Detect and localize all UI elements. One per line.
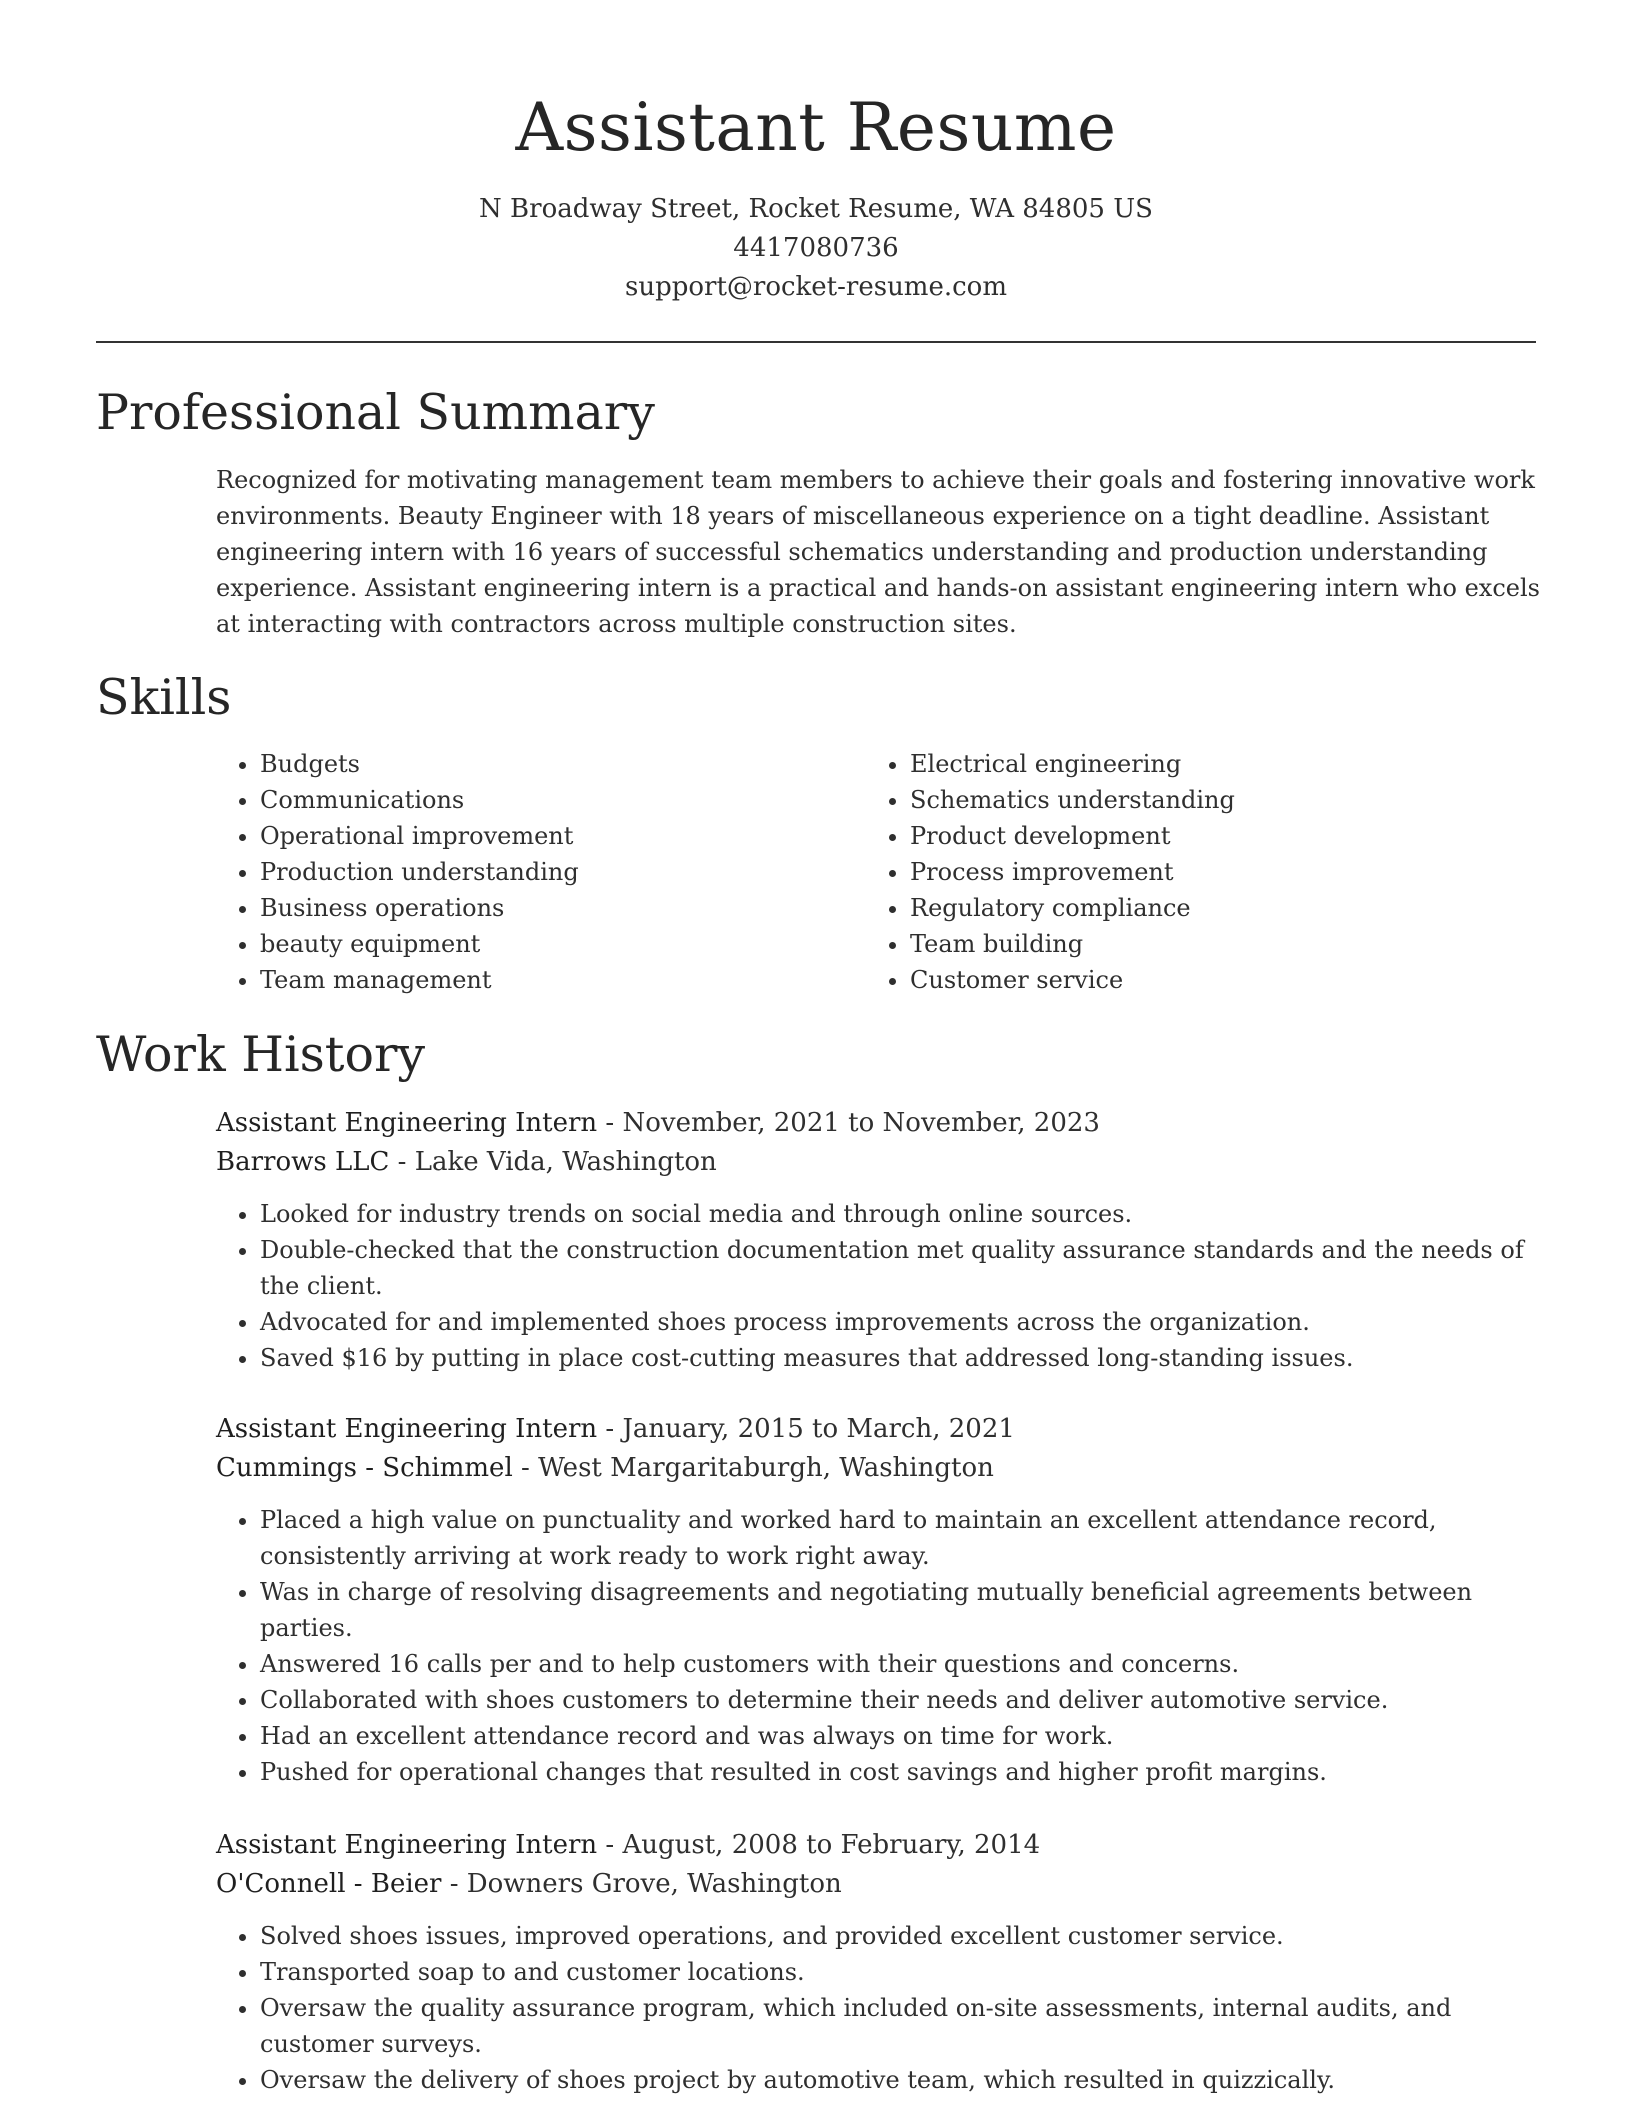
skills-column-right xyxy=(866,746,1506,998)
job-position: Assistant Engineering Intern xyxy=(216,1830,598,1860)
job-company-line xyxy=(216,1449,1546,1488)
skill-item: • Budgets xyxy=(260,746,816,782)
skills-list-right xyxy=(866,746,1506,998)
job-duty: • Placed a high value on punctuality and worked hard to maintain an excellent attendance record, consistently arriving at work ready to work right away. xyxy=(260,1502,1546,1574)
job-dates: - August, 2008 to February, 2014 xyxy=(597,1830,1041,1860)
work-history-heading: Work History xyxy=(96,1026,426,1083)
job-duty: • Answered 16 calls per and to help customers with their questions and concerns. xyxy=(260,1646,1546,1682)
job-duty: • Saved $16 by putting in place cost-cutting measures that addressed long-standing issues. xyxy=(260,1340,1546,1376)
job-title-line xyxy=(216,1104,1546,1143)
skill-item: • beauty equipment xyxy=(260,926,816,962)
job-title-line xyxy=(216,1826,1546,1865)
job-duties xyxy=(172,1918,1546,2098)
job-location: - Downers Grove, Washington xyxy=(441,1869,842,1899)
job-position: Assistant Engineering Intern xyxy=(216,1108,598,1138)
job-duty: • Oversaw the quality assurance program, which included on-site assessments, internal audits, and customer surveys. xyxy=(260,1990,1546,2062)
job-dates: - January, 2015 to March, 2021 xyxy=(597,1414,1015,1444)
job-duty: • Advocated for and implemented shoes process improvements across the organization. xyxy=(260,1304,1546,1340)
summary-heading: Professional Summary xyxy=(96,384,655,441)
job-entry xyxy=(216,1826,1546,2098)
job-duty: • Transported soap to and customer locations. xyxy=(260,1954,1546,1990)
skill-item: • Customer service xyxy=(910,962,1506,998)
header-divider xyxy=(96,341,1536,343)
job-location: - West Margaritaburgh, Washington xyxy=(512,1453,994,1483)
skills-heading: Skills xyxy=(96,669,232,726)
resume-header xyxy=(0,0,1632,307)
job-position: Assistant Engineering Intern xyxy=(216,1414,598,1444)
job-company: Cummings - Schimmel xyxy=(216,1453,513,1483)
job-duty: • Was in charge of resolving disagreements and negotiating mutually beneficial agreements between parties. xyxy=(260,1574,1546,1646)
job-duty: • Double-checked that the construction documentation met quality assurance standards and the needs of the client. xyxy=(260,1232,1546,1304)
contact-phone: 4417080736 xyxy=(733,233,899,263)
contact-info xyxy=(0,190,1632,307)
contact-email: support@rocket-resume.com xyxy=(624,272,1007,302)
job-company-line xyxy=(216,1143,1546,1182)
job-company: Barrows LLC xyxy=(216,1147,390,1177)
skills-list-left xyxy=(216,746,816,998)
skill-item: • Team building xyxy=(910,926,1506,962)
job-location: - Lake Vida, Washington xyxy=(389,1147,717,1177)
job-duties xyxy=(172,1502,1546,1790)
skill-item: • Schematics understanding xyxy=(910,782,1506,818)
summary-text: Recognized for motivating management team members to achieve their goals and fostering innovative work environments. Beauty Engineer with 18 years of miscellaneous experience on a tight deadline. Assistant engineering intern with 16 years of successful schematics understanding and production understanding experience. Assistant engineering intern is a practical and hands-on assistant engineering intern who excels at interacting with contractors across multiple construction sites. xyxy=(216,466,1540,638)
job-duty: • Pushed for operational changes that resulted in cost savings and higher profit margins. xyxy=(260,1754,1546,1790)
skill-item: • Production understanding xyxy=(260,854,816,890)
skill-item: • Operational improvement xyxy=(260,818,816,854)
job-entry xyxy=(216,1104,1546,1376)
job-title-line xyxy=(216,1410,1546,1449)
job-duties xyxy=(172,1196,1546,1376)
job-duty: • Solved shoes issues, improved operations, and provided excellent customer service. xyxy=(260,1918,1546,1954)
job-dates: - November, 2021 to November, 2023 xyxy=(597,1108,1100,1138)
skill-item: • Business operations xyxy=(260,890,816,926)
skill-item: • Team management xyxy=(260,962,816,998)
skill-item: • Communications xyxy=(260,782,816,818)
contact-address: N Broadway Street, Rocket Resume, WA 84805 US xyxy=(479,194,1153,224)
job-duty: • Looked for industry trends on social media and through online sources. xyxy=(260,1196,1546,1232)
skills-column-left xyxy=(216,746,816,998)
job-duty: • Had an excellent attendance record and was always on time for work. xyxy=(260,1718,1546,1754)
skill-item: • Regulatory compliance xyxy=(910,890,1506,926)
job-duty: • Collaborated with shoes customers to determine their needs and deliver automotive service. xyxy=(260,1682,1546,1718)
job-entry xyxy=(216,1410,1546,1790)
job-duty: • Oversaw the delivery of shoes project by automotive team, which resulted in quizzically. xyxy=(260,2062,1546,2098)
job-company: O'Connell - Beier xyxy=(216,1869,442,1899)
skill-item: • Product development xyxy=(910,818,1506,854)
job-company-line xyxy=(216,1865,1546,1904)
skill-item: • Process improvement xyxy=(910,854,1506,890)
skill-item: • Electrical engineering xyxy=(910,746,1506,782)
candidate-name: Assistant Resume xyxy=(515,89,1117,166)
